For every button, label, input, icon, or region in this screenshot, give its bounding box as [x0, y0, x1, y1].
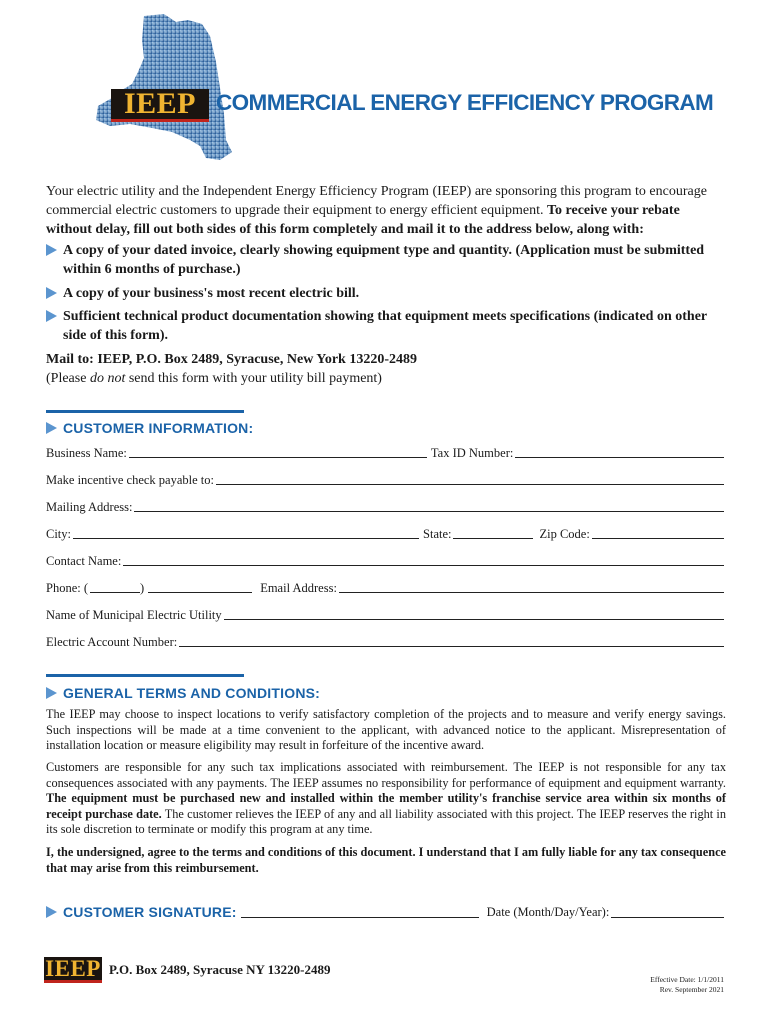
intro-bold-text: To receive your rebate without delay, fill out both sides of this form completely and mail it to the address below, along with:	[46, 203, 680, 237]
ieep-logo: IEEP	[111, 89, 209, 122]
terms-heading: GENERAL TERMS AND CONDITIONS:	[46, 685, 320, 701]
tax-id-label: Tax ID Number:	[430, 446, 514, 460]
requirement-item	[46, 241, 726, 279]
requirement-text: A copy of your dated invoice, clearly showing equipment type and quantity. (Application must be submitted within 6 months of purchase.)	[63, 243, 705, 277]
section-arrow-icon	[46, 906, 57, 918]
phone-label: Phone: (	[46, 581, 89, 595]
agreement-statement: I, the undersigned, agree to the terms and conditions of this document. I understand that I am fully liable for any tax consequence that may arise from this reimbursement.	[46, 845, 726, 875]
requirement-text: A copy of your business's most recent electric bill.	[63, 286, 360, 301]
section-divider	[46, 674, 244, 677]
date-label: Date (Month/Day/Year):	[486, 905, 610, 919]
phone-paren: )	[140, 581, 145, 595]
email-field[interactable]	[339, 579, 724, 593]
zip-label: Zip Code:	[539, 527, 590, 541]
payable-row	[46, 470, 724, 488]
bullet-arrow-icon	[46, 310, 57, 322]
state-label: State:	[423, 527, 452, 541]
intro-text: Your electric utility and the Independent Energy Efficiency Program (IEEP) are sponsoring this program to encourage commercial electric customers to upgrade their equipment to energy efficient equipment.	[46, 184, 707, 218]
bullet-arrow-icon	[46, 287, 57, 299]
state-field[interactable]	[453, 525, 533, 539]
mailing-address-field[interactable]	[134, 498, 724, 512]
utility-row	[46, 605, 724, 623]
signature-row	[46, 904, 724, 920]
account-field[interactable]	[179, 633, 724, 647]
phone-field[interactable]	[148, 579, 252, 593]
intro-paragraph	[46, 182, 726, 239]
email-label: Email Address:	[260, 581, 337, 595]
page-title: COMMERCIAL ENERGY EFFICIENCY PROGRAM	[216, 90, 714, 115]
area-code-field[interactable]	[90, 579, 140, 593]
contact-name-label: Contact Name:	[46, 554, 122, 568]
customer-info-heading: CUSTOMER INFORMATION:	[46, 420, 253, 436]
requirement-item	[46, 307, 726, 345]
footer-address: P.O. Box 2489, Syracuse NY 13220-2489	[109, 962, 331, 977]
terms-paragraph-2: Customers are responsible for any such tax implications associated with reimbursement. The IEEP is not responsible for any tax consequences associated with any payments. The IEEP assumes no responsibility for performance of equipment and equipment warranty. The equipment must be purchased new and installed within the member utility's franchise service area within six months of receipt purchase date. The customer relieves the IEEP of any and all liability associated with this project. The IEEP reserves the right in its sole discretion to terminate or modify this program at any time.	[46, 760, 726, 836]
payable-to-label: Make incentive check payable to:	[46, 473, 214, 487]
contact-name-field[interactable]	[123, 552, 724, 566]
phone-row	[46, 578, 724, 596]
utility-label: Name of Municipal Electric Utility	[46, 608, 222, 622]
mailing-address-label: Mailing Address:	[46, 500, 133, 514]
city-field[interactable]	[73, 525, 419, 539]
requirement-text: Sufficient technical product documentation showing that equipment meets specifications (indicated on other side of this form).	[63, 309, 707, 343]
mail-note: (Please do not send this form with your utility bill payment)	[46, 371, 382, 386]
signature-field[interactable]	[241, 904, 479, 918]
business-row	[46, 443, 724, 461]
section-arrow-icon	[46, 422, 57, 434]
city-row	[46, 524, 724, 542]
section-arrow-icon	[46, 687, 57, 699]
utility-field[interactable]	[224, 606, 724, 620]
mail-instructions	[46, 350, 417, 388]
mailing-row	[46, 497, 724, 515]
business-name-label: Business Name:	[46, 446, 127, 460]
mail-address: Mail to: IEEP, P.O. Box 2489, Syracuse, New York 13220-2489	[46, 352, 417, 367]
footer-ieep-logo: IEEP	[45, 956, 101, 981]
date-field[interactable]	[611, 904, 724, 918]
signature-heading: CUSTOMER SIGNATURE:	[46, 904, 237, 920]
effective-date-note: Effective Date: 1/1/2011 Rev. September 2021	[650, 975, 724, 994]
requirement-item	[46, 284, 726, 303]
payable-to-field[interactable]	[216, 471, 724, 485]
account-row	[46, 632, 724, 650]
section-divider	[46, 410, 244, 413]
tax-id-field[interactable]	[515, 444, 724, 458]
zip-field[interactable]	[592, 525, 724, 539]
city-label: City:	[46, 527, 72, 541]
terms-paragraph-1: The IEEP may choose to inspect locations to verify satisfactory completion of the projects and to measure and verify energy savings. Such inspections will be made at a time convenient to the applicant, with advanced notice to the applicant. Misrepresentation of installation location or measure eligibility may result in forfeiture of the incentive award.	[46, 707, 726, 752]
account-label: Electric Account Number:	[46, 635, 178, 649]
business-name-field[interactable]	[129, 444, 427, 458]
contact-row	[46, 551, 724, 569]
bullet-arrow-icon	[46, 244, 57, 256]
